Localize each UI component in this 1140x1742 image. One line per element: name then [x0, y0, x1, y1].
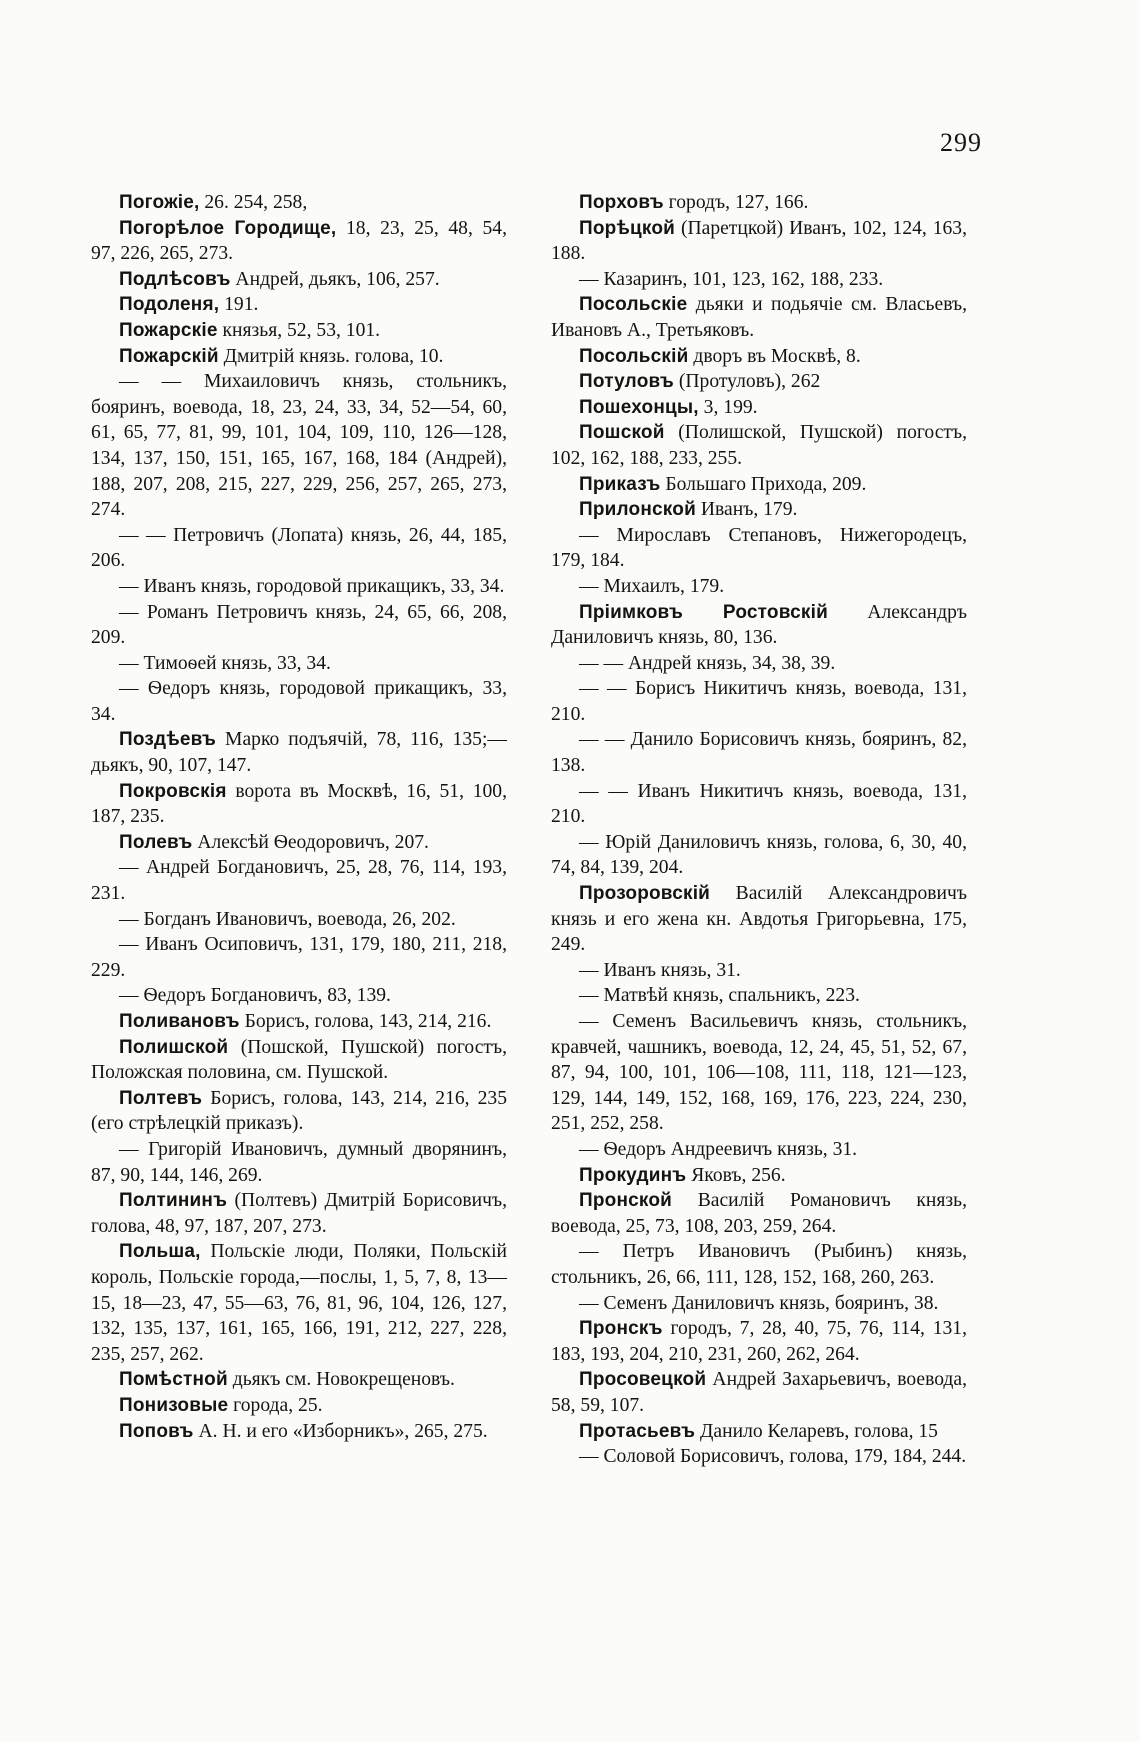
entry-text: — Иванъ Осиповичъ, 131, 179, 180, 211, 218, 229. [91, 934, 507, 981]
entry-text: — — Борисъ Никитичъ князь, воевода, 131, 210. [551, 678, 967, 725]
index-entry [551, 830, 967, 881]
index-entry [91, 932, 507, 983]
entry-text: — Григорій Ивановичъ, думный дворянинъ, 87, 90, 144, 146, 269. [91, 1138, 507, 1186]
entry-text: князья, 52, 53, 101. [217, 319, 381, 341]
left-index-column [91, 190, 507, 1444]
index-entry [91, 855, 507, 906]
index-entry [551, 344, 967, 370]
entry-text: Данило Келаревъ, голова, 15 [695, 1420, 938, 1442]
entry-headword: Порховъ [579, 192, 664, 213]
entry-text: — Соловой Борисовичъ, голова, 179, 184, 244. [579, 1446, 967, 1468]
entry-text: — — Петровичъ (Лопата) князь, 26, 44, 185, 206. [91, 524, 507, 572]
index-entry [551, 1137, 967, 1163]
index-entry [551, 727, 967, 778]
entry-headword: Покровскія [119, 780, 227, 802]
index-entry [91, 1188, 507, 1239]
entry-headword: Поздѣевъ [119, 729, 217, 751]
entry-headword: Поповъ [119, 1420, 194, 1442]
index-entry [91, 907, 507, 933]
entry-headword: Приказъ [579, 473, 661, 495]
entry-headword: Пронскъ [579, 1318, 663, 1340]
entry-text: дьяки и подьячіе см. Власьевъ, Ивановъ А., Третьяковъ. [551, 294, 967, 341]
entry-text: Иванъ, 179. [695, 499, 798, 521]
index-entry [91, 830, 507, 856]
index-entry [551, 958, 967, 984]
entry-text: Андрей Захарьевичъ, воевода, 58, 59, 107. [551, 1369, 967, 1416]
entry-headword: Полтевъ [119, 1087, 203, 1109]
index-entry [91, 1086, 507, 1137]
index-entry [551, 1188, 967, 1239]
index-entry [91, 1009, 507, 1035]
entry-text: — Мирославъ Степановъ, Нижегородецъ, 179, 184. [551, 524, 967, 572]
entry-text: (Полтевъ) Дмитрій Борисовичъ, голова, 48, 97, 187, 207, 273. [91, 1190, 507, 1237]
entry-text: Борисъ, голова, 143, 214, 216, 235 (его стрѣлецкій приказъ). [91, 1087, 507, 1135]
entry-headword: Польша, [119, 1241, 201, 1263]
index-entry [551, 983, 967, 1009]
index-entry [551, 600, 967, 651]
entry-text: 191. [219, 294, 259, 316]
entry-text: городъ, 127, 166. [663, 192, 809, 213]
index-entry [551, 267, 967, 293]
index-entry [551, 1419, 967, 1445]
index-entry [91, 292, 507, 318]
entry-text: — Семенъ Васильевичъ князь, стольникъ, кравчей, чашникъ, воевода, 12, 24, 45, 51, 52, 67, 87, 94, 100, 101, 106—108, 111, 118, 121—123, 129, 144, 149, 152, 168, 169, 176, 223, 224, 230, 251, 252, 258. [551, 1011, 967, 1135]
right-index-column [551, 190, 967, 1470]
index-entry [91, 600, 507, 651]
entry-text: — Казаринъ, 101, 123, 162, 188, 233. [579, 268, 884, 290]
entry-headword: Пошехонцы, [579, 396, 699, 418]
index-entry [551, 1291, 967, 1317]
index-entry [91, 216, 507, 267]
entry-headword: Порѣцкой [579, 217, 676, 239]
index-entry [91, 676, 507, 727]
entry-text: города, 25. [228, 1394, 323, 1416]
entry-text: — Михаилъ, 179. [579, 575, 725, 597]
index-entry [551, 190, 967, 216]
entry-headword: Погорѣлое Городище, [119, 217, 337, 239]
index-entry [551, 881, 967, 958]
entry-text: — Иванъ князь, городовой прикащикъ, 33, 34. [119, 575, 505, 597]
entry-headword: Полевъ [119, 831, 193, 853]
index-entry [551, 1009, 967, 1137]
entry-text: — Ѳедоръ Андреевичъ князь, 31. [579, 1138, 858, 1160]
index-entry [91, 1239, 507, 1367]
entry-text: дьякъ см. Новокрещеновъ. [227, 1369, 455, 1391]
entry-headword: Посольскіе [579, 294, 688, 316]
index-entry [91, 267, 507, 293]
entry-headword: Пожарскій [119, 345, 219, 367]
entry-headword: Понизовые [119, 1394, 229, 1416]
entry-headword: Прилонской [579, 499, 696, 521]
entry-headword: Погожіе, [119, 192, 200, 213]
index-entry [551, 497, 967, 523]
entry-text: (Паретцкой) Иванъ, 102, 124, 163, 188. [551, 217, 967, 265]
index-entry [551, 1316, 967, 1367]
entry-text: — Романъ Петровичъ князь, 24, 65, 66, 208, 209. [91, 601, 507, 649]
entry-headword: Полтининъ [119, 1190, 228, 1212]
entry-text: Марко подъячій, 78, 116, 135;—дьякъ, 90, 107, 147. [91, 729, 507, 777]
entry-text: дворъ въ Москвѣ, 8. [688, 345, 861, 367]
index-entry [551, 651, 967, 677]
entry-text: — Юрій Даниловичъ князь, голова, 6, 30, 40, 74, 84, 139, 204. [551, 831, 967, 879]
entry-text: — Тимоѳей князь, 33, 34. [119, 652, 331, 674]
entry-headword: Пошской [579, 422, 665, 444]
entry-text: — Ѳедоръ Богдановичъ, 83, 139. [119, 985, 391, 1007]
entry-text: Дмитрій князь. голова, 10. [218, 345, 444, 367]
entry-headword: Пронской [579, 1190, 673, 1212]
entry-text: А. Н. и его «Изборникъ», 265, 275. [193, 1420, 488, 1442]
entry-text: Алексѣй Ѳеодоровичъ, 207. [192, 831, 429, 853]
index-entry [551, 1367, 967, 1418]
entry-headword: Пожарскіе [119, 319, 218, 341]
entry-text: — — Михаиловичъ князь, стольникъ, бояринъ, воевода, 18, 23, 24, 33, 34, 52—54, 60, 61, 65, 77, 81, 99, 101, 104, 109, 110, 126—128, 134, 137, 150, 151, 165, 167, 168, 184 (Андрей), 188, 207, 208, 215, 227, 229, 256, 257, 265, 273, 274. [91, 371, 507, 521]
entry-text: — Иванъ князь, 31. [579, 959, 741, 981]
entry-text: — — Андрей князь, 34, 38, 39. [579, 652, 836, 674]
index-entry [551, 369, 967, 395]
entry-text: — Ѳедоръ князь, городовой прикащикъ, 33, 34. [91, 678, 507, 725]
index-entry [91, 1419, 507, 1445]
index-entry [551, 292, 967, 343]
entry-headword: Подоленя, [119, 294, 220, 316]
entry-headword: Пріимковъ Ростовскій [579, 601, 828, 623]
index-entry [551, 395, 967, 421]
index-entry [91, 651, 507, 677]
index-entry [91, 318, 507, 344]
index-entry [91, 1137, 507, 1188]
entry-text: городъ, 7, 28, 40, 75, 76, 114, 131, 183, 193, 204, 210, 231, 260, 262, 264. [551, 1318, 967, 1365]
entry-text: — Андрей Богдановичъ, 25, 28, 76, 114, 193, 231. [91, 857, 507, 905]
entry-headword: Просовецкой [579, 1369, 707, 1391]
entry-text: Борисъ, голова, 143, 214, 216. [239, 1011, 492, 1032]
entry-headword: Посольскій [579, 345, 689, 367]
index-entry [91, 344, 507, 370]
entry-text: Яковъ, 256. [686, 1164, 786, 1186]
entry-text: — Богданъ Ивановичъ, воевода, 26, 202. [119, 908, 456, 930]
index-entry [91, 190, 507, 216]
index-entry [551, 574, 967, 600]
entry-headword: Полишской [119, 1036, 229, 1058]
entry-headword: Подлѣсовъ [119, 268, 231, 290]
index-entry [91, 779, 507, 830]
index-entry [91, 1393, 507, 1419]
page-number: 299 [940, 128, 982, 157]
index-entry [551, 523, 967, 574]
index-entry [91, 523, 507, 574]
entry-text: Большаго Прихода, 209. [660, 473, 867, 495]
index-entry [91, 1035, 507, 1086]
index-entry [91, 727, 507, 778]
index-entry [551, 779, 967, 830]
index-entry [551, 1163, 967, 1189]
entry-text: Андрей, дьякъ, 106, 257. [230, 268, 440, 290]
entry-text: 18, 23, 25, 48, 54, 97, 226, 265, 273. [91, 217, 508, 265]
entry-text: — Семенъ Даниловичъ князь, бояринъ, 38. [579, 1292, 939, 1314]
entry-text: (Пошской, Пушской) погостъ, Положская половина, см. Пушской. [91, 1036, 507, 1084]
entry-headword: Потуловъ [579, 371, 674, 393]
entry-text: Александръ Даниловичъ князь, 80, 136. [551, 601, 967, 649]
entry-text: — Матвѣй князь, спальникъ, 223. [579, 985, 860, 1007]
index-entry [91, 1367, 507, 1393]
index-entry [551, 472, 967, 498]
entry-headword: Помѣстной [119, 1369, 228, 1391]
entry-text: Василій Александровичъ князь и его жена кн. Авдотья Григорьевна, 175, 249. [551, 883, 967, 956]
entry-text: Василій Романовичъ князь, воевода, 25, 73, 108, 203, 259, 264. [551, 1190, 967, 1237]
entry-headword: Прозоровскій [579, 883, 711, 905]
index-entry [551, 676, 967, 727]
index-entry [551, 1239, 967, 1290]
entry-headword: Поливановъ [119, 1011, 240, 1032]
entry-text: — — Данило Борисовичъ князь, бояринъ, 82, 138. [551, 729, 967, 777]
entry-text: — Петръ Ивановичъ (Рыбинъ) князь, стольникъ, 26, 66, 111, 128, 152, 168, 260, 263. [551, 1241, 967, 1288]
entry-headword: Протасьевъ [579, 1420, 696, 1442]
index-entry [91, 369, 507, 523]
entry-text: Польскіе люди, Поляки, Польскій король, Польскіе города,—послы, 1, 5, 7, 8, 13—15, 18—23, 47, 55—63, 76, 81, 96, 104, 126, 127, 132, 135, 137, 161, 165, 166, 191, 212, 227, 228, 235, 257, 262. [91, 1241, 507, 1365]
index-entry [91, 574, 507, 600]
entry-text: 26. 254, 258, [199, 192, 308, 213]
index-entry [551, 216, 967, 267]
entry-text: (Полишской, Пушской) погостъ, 102, 162, 188, 233, 255. [551, 422, 967, 469]
index-entry [551, 420, 967, 471]
index-entry [91, 983, 507, 1009]
entry-headword: Прокудинъ [579, 1164, 687, 1186]
entry-text: (Протуловъ), 262 [673, 371, 821, 393]
entry-text: 3, 199. [698, 396, 758, 418]
entry-text: ворота въ Москвѣ, 16, 51, 100, 187, 235. [91, 780, 507, 828]
index-entry [551, 1444, 967, 1470]
entry-text: — — Иванъ Никитичъ князь, воевода, 131, 210. [551, 780, 967, 828]
